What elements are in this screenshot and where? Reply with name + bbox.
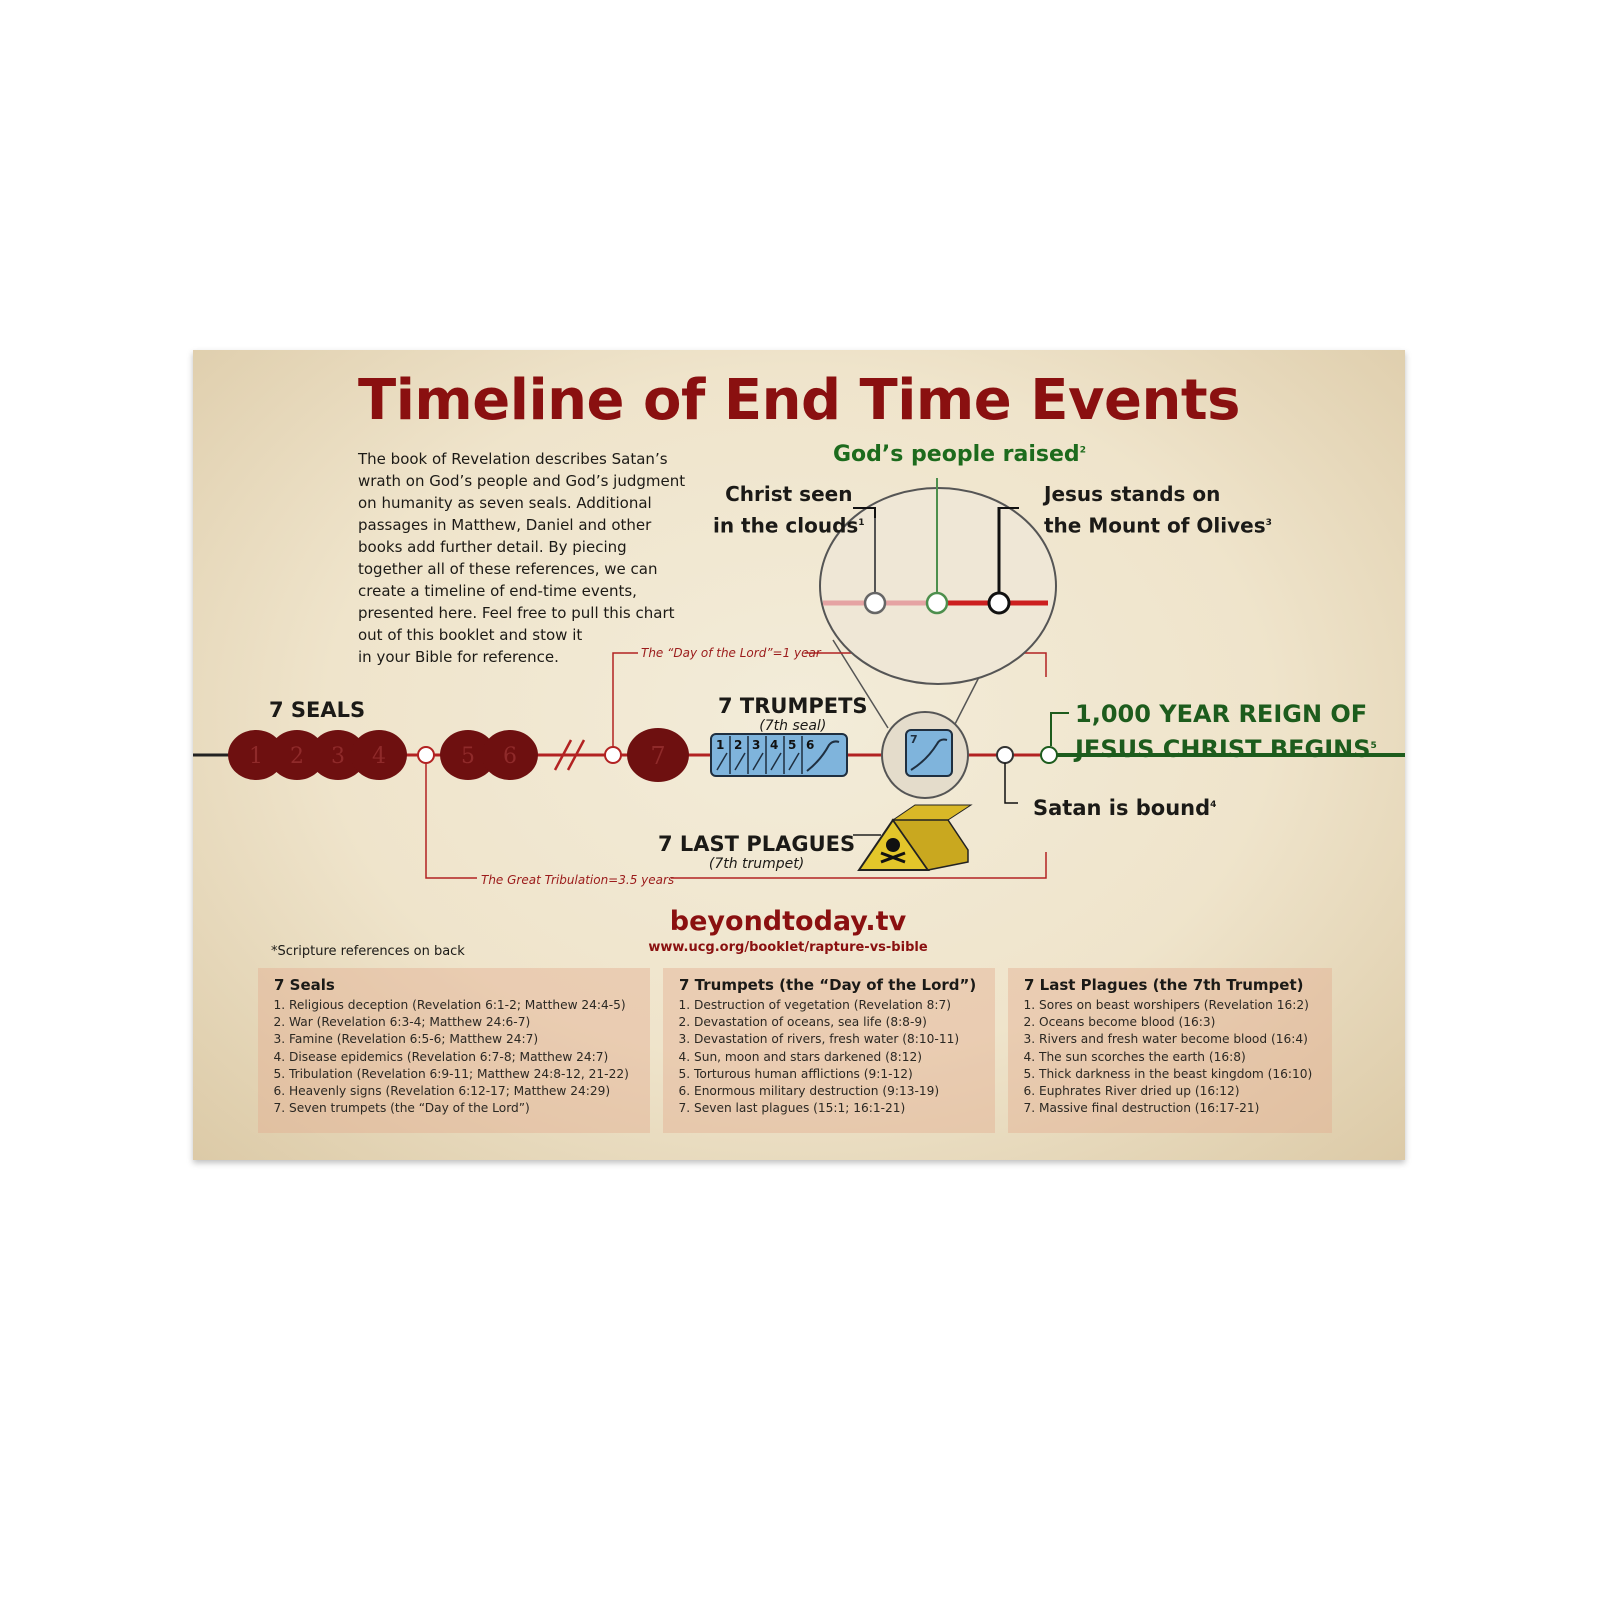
list-item: 4. Sun, moon and stars darkened (8:12) <box>694 1049 979 1066</box>
seal-number: 5 <box>461 744 475 769</box>
timeline-node <box>605 747 621 763</box>
list-item: 3. Famine (Revelation 6:5-6; Matthew 24:7) <box>289 1031 634 1048</box>
trumpet-number: 2 <box>734 738 743 752</box>
plagues-list-box <box>1008 968 1332 1133</box>
list-item: 1. Destruction of vegetation (Revelation 8:7) <box>694 997 979 1014</box>
seal-6 <box>482 730 538 780</box>
seal-number: 7 <box>650 742 666 770</box>
satan-connector <box>1005 763 1018 803</box>
trumpets-label <box>718 694 868 734</box>
list-item: 3. Devastation of rivers, fresh water (8:10-11) <box>694 1031 979 1048</box>
footnote-ref: 3 <box>1265 518 1272 528</box>
plagues-sign <box>859 805 971 870</box>
intro-line: in your Bible for reference. <box>358 648 559 666</box>
footnote-ref: 4 <box>1210 800 1217 810</box>
satan-bound-label <box>1033 796 1216 820</box>
label-text: Christ seen <box>725 482 853 506</box>
plagues-list <box>1024 997 1316 1117</box>
poster <box>193 350 1405 1160</box>
list-item: 6. Euphrates River dried up (16:12) <box>1039 1083 1316 1100</box>
list-item: 4. Disease epidemics (Revelation 6:7-8; Matthew 24:7) <box>289 1049 634 1066</box>
label-text: the Mount of Olives <box>1044 513 1266 538</box>
site-link[interactable]: beyondtoday.tv <box>669 906 907 937</box>
list-title: 7 Last Plagues (the 7th Trumpet) <box>1024 976 1304 994</box>
list-item: 2. War (Revelation 6:3-4; Matthew 24:6-7) <box>289 1014 634 1031</box>
label-text: Satan is bound <box>1033 796 1211 820</box>
intro-line: The book of Revelation describes Satan’s <box>358 450 668 468</box>
list-item: 1. Sores on beast worshipers (Revelation 16:2) <box>1039 997 1316 1014</box>
jesus-stands-label <box>1044 480 1272 541</box>
trumpet-number: 5 <box>788 738 797 752</box>
trumpet-number: 3 <box>752 738 761 752</box>
intro-line: passages in Matthew, Daniel and other <box>358 516 652 534</box>
list-item: 6. Enormous military destruction (9:13-19) <box>694 1083 979 1100</box>
list-item: 2. Devastation of oceans, sea life (8:8-9) <box>694 1014 979 1031</box>
footnote-ref: 1 <box>858 518 865 528</box>
trumpet-number: 4 <box>770 738 779 752</box>
list-item: 7. Massive final destruction (16:17-21) <box>1039 1100 1316 1117</box>
seal-4 <box>351 730 407 780</box>
label-subtext: (7th seal) <box>759 718 827 734</box>
intro-line: on humanity as seven seals. Additional <box>358 494 652 512</box>
plagues-label <box>658 832 855 872</box>
label-text: God’s people raised <box>833 442 1080 467</box>
booklet-url[interactable]: www.ucg.org/booklet/rapture-vs-bible <box>648 940 928 955</box>
seal-7 <box>627 728 689 782</box>
reign-label <box>1075 698 1377 765</box>
trumpets-box <box>711 734 847 776</box>
seal-number: 1 <box>249 744 263 769</box>
seal-number: 4 <box>372 744 386 769</box>
list-title: 7 Trumpets (the “Day of the Lord”) <box>679 976 977 994</box>
footnote-ref: 2 <box>1079 445 1086 456</box>
seals-list-box <box>258 968 650 1133</box>
trumpets-list <box>679 997 979 1117</box>
seals-label: 7 SEALS <box>269 698 366 722</box>
timeline-node <box>1041 747 1057 763</box>
scripture-note: *Scripture references on back <box>271 944 465 959</box>
intro-line: create a timeline of end-time events, <box>358 582 637 600</box>
list-item: 7. Seven last plagues (15:1; 16:1-21) <box>694 1100 979 1117</box>
list-item: 5. Thick darkness in the beast kingdom (16:10) <box>1039 1066 1316 1083</box>
list-item: 7. Seven trumpets (the “Day of the Lord”) <box>289 1100 634 1117</box>
label-text: 1,000 YEAR REIGN OF <box>1075 700 1368 728</box>
reign-connector <box>1051 713 1069 746</box>
intro-line: wrath on God’s people and God’s judgment <box>358 472 686 490</box>
trumpet-number: 6 <box>806 738 815 752</box>
seals-list <box>274 997 634 1117</box>
timeline-node <box>997 747 1013 763</box>
great-tribulation-label: The Great Tribulation=3.5 years <box>481 873 675 887</box>
label-text: in the clouds <box>713 513 859 538</box>
intro-line: presented here. Feel free to pull this chart <box>358 604 675 622</box>
seal-number: 3 <box>331 744 345 769</box>
list-item: 5. Tribulation (Revelation 6:9-11; Matthew 24:8-12, 21-22) <box>289 1066 634 1083</box>
intro-line: out of this booklet and stow it <box>358 626 583 644</box>
page-title: Timeline of End Time Events <box>358 368 1240 433</box>
list-item: 6. Heavenly signs (Revelation 6:12-17; Matthew 24:29) <box>289 1083 634 1100</box>
list-item: 2. Oceans become blood (16:3) <box>1039 1014 1316 1031</box>
label-subtext: (7th trumpet) <box>708 856 805 872</box>
gods-people-raised-label <box>833 442 1086 467</box>
list-title: 7 Seals <box>274 976 335 994</box>
label-text: JESUS CHRIST BEGINS <box>1075 735 1371 763</box>
trumpet-number: 7 <box>910 733 918 746</box>
christ-seen-label <box>713 480 865 541</box>
seal-number: 6 <box>503 744 517 769</box>
list-item: 4. The sun scorches the earth (16:8) <box>1039 1049 1316 1066</box>
footnote-ref: 5 <box>1370 741 1377 751</box>
list-item: 5. Torturous human afflictions (9:1-12) <box>694 1066 979 1083</box>
label-text: 7 LAST PLAGUES <box>658 832 856 856</box>
list-item: 3. Rivers and fresh water become blood (16:4) <box>1039 1031 1316 1048</box>
list-item: 1. Religious deception (Revelation 6:1-2; Matthew 24:4-5) <box>289 997 634 1014</box>
trumpets-list-box <box>663 968 995 1133</box>
label-text: 7 TRUMPETS <box>718 694 868 718</box>
trumpet-number: 1 <box>716 738 725 752</box>
day-of-lord-label: The “Day of the Lord”=1 year <box>641 646 821 660</box>
label-text: Jesus stands on <box>1044 482 1221 506</box>
intro-line: together all of these references, we can <box>358 560 658 578</box>
timeline-node <box>418 747 434 763</box>
seal-number: 2 <box>290 744 304 769</box>
trumpet-7-circle <box>882 712 968 798</box>
intro-line: books add further detail. By piecing <box>358 538 627 556</box>
